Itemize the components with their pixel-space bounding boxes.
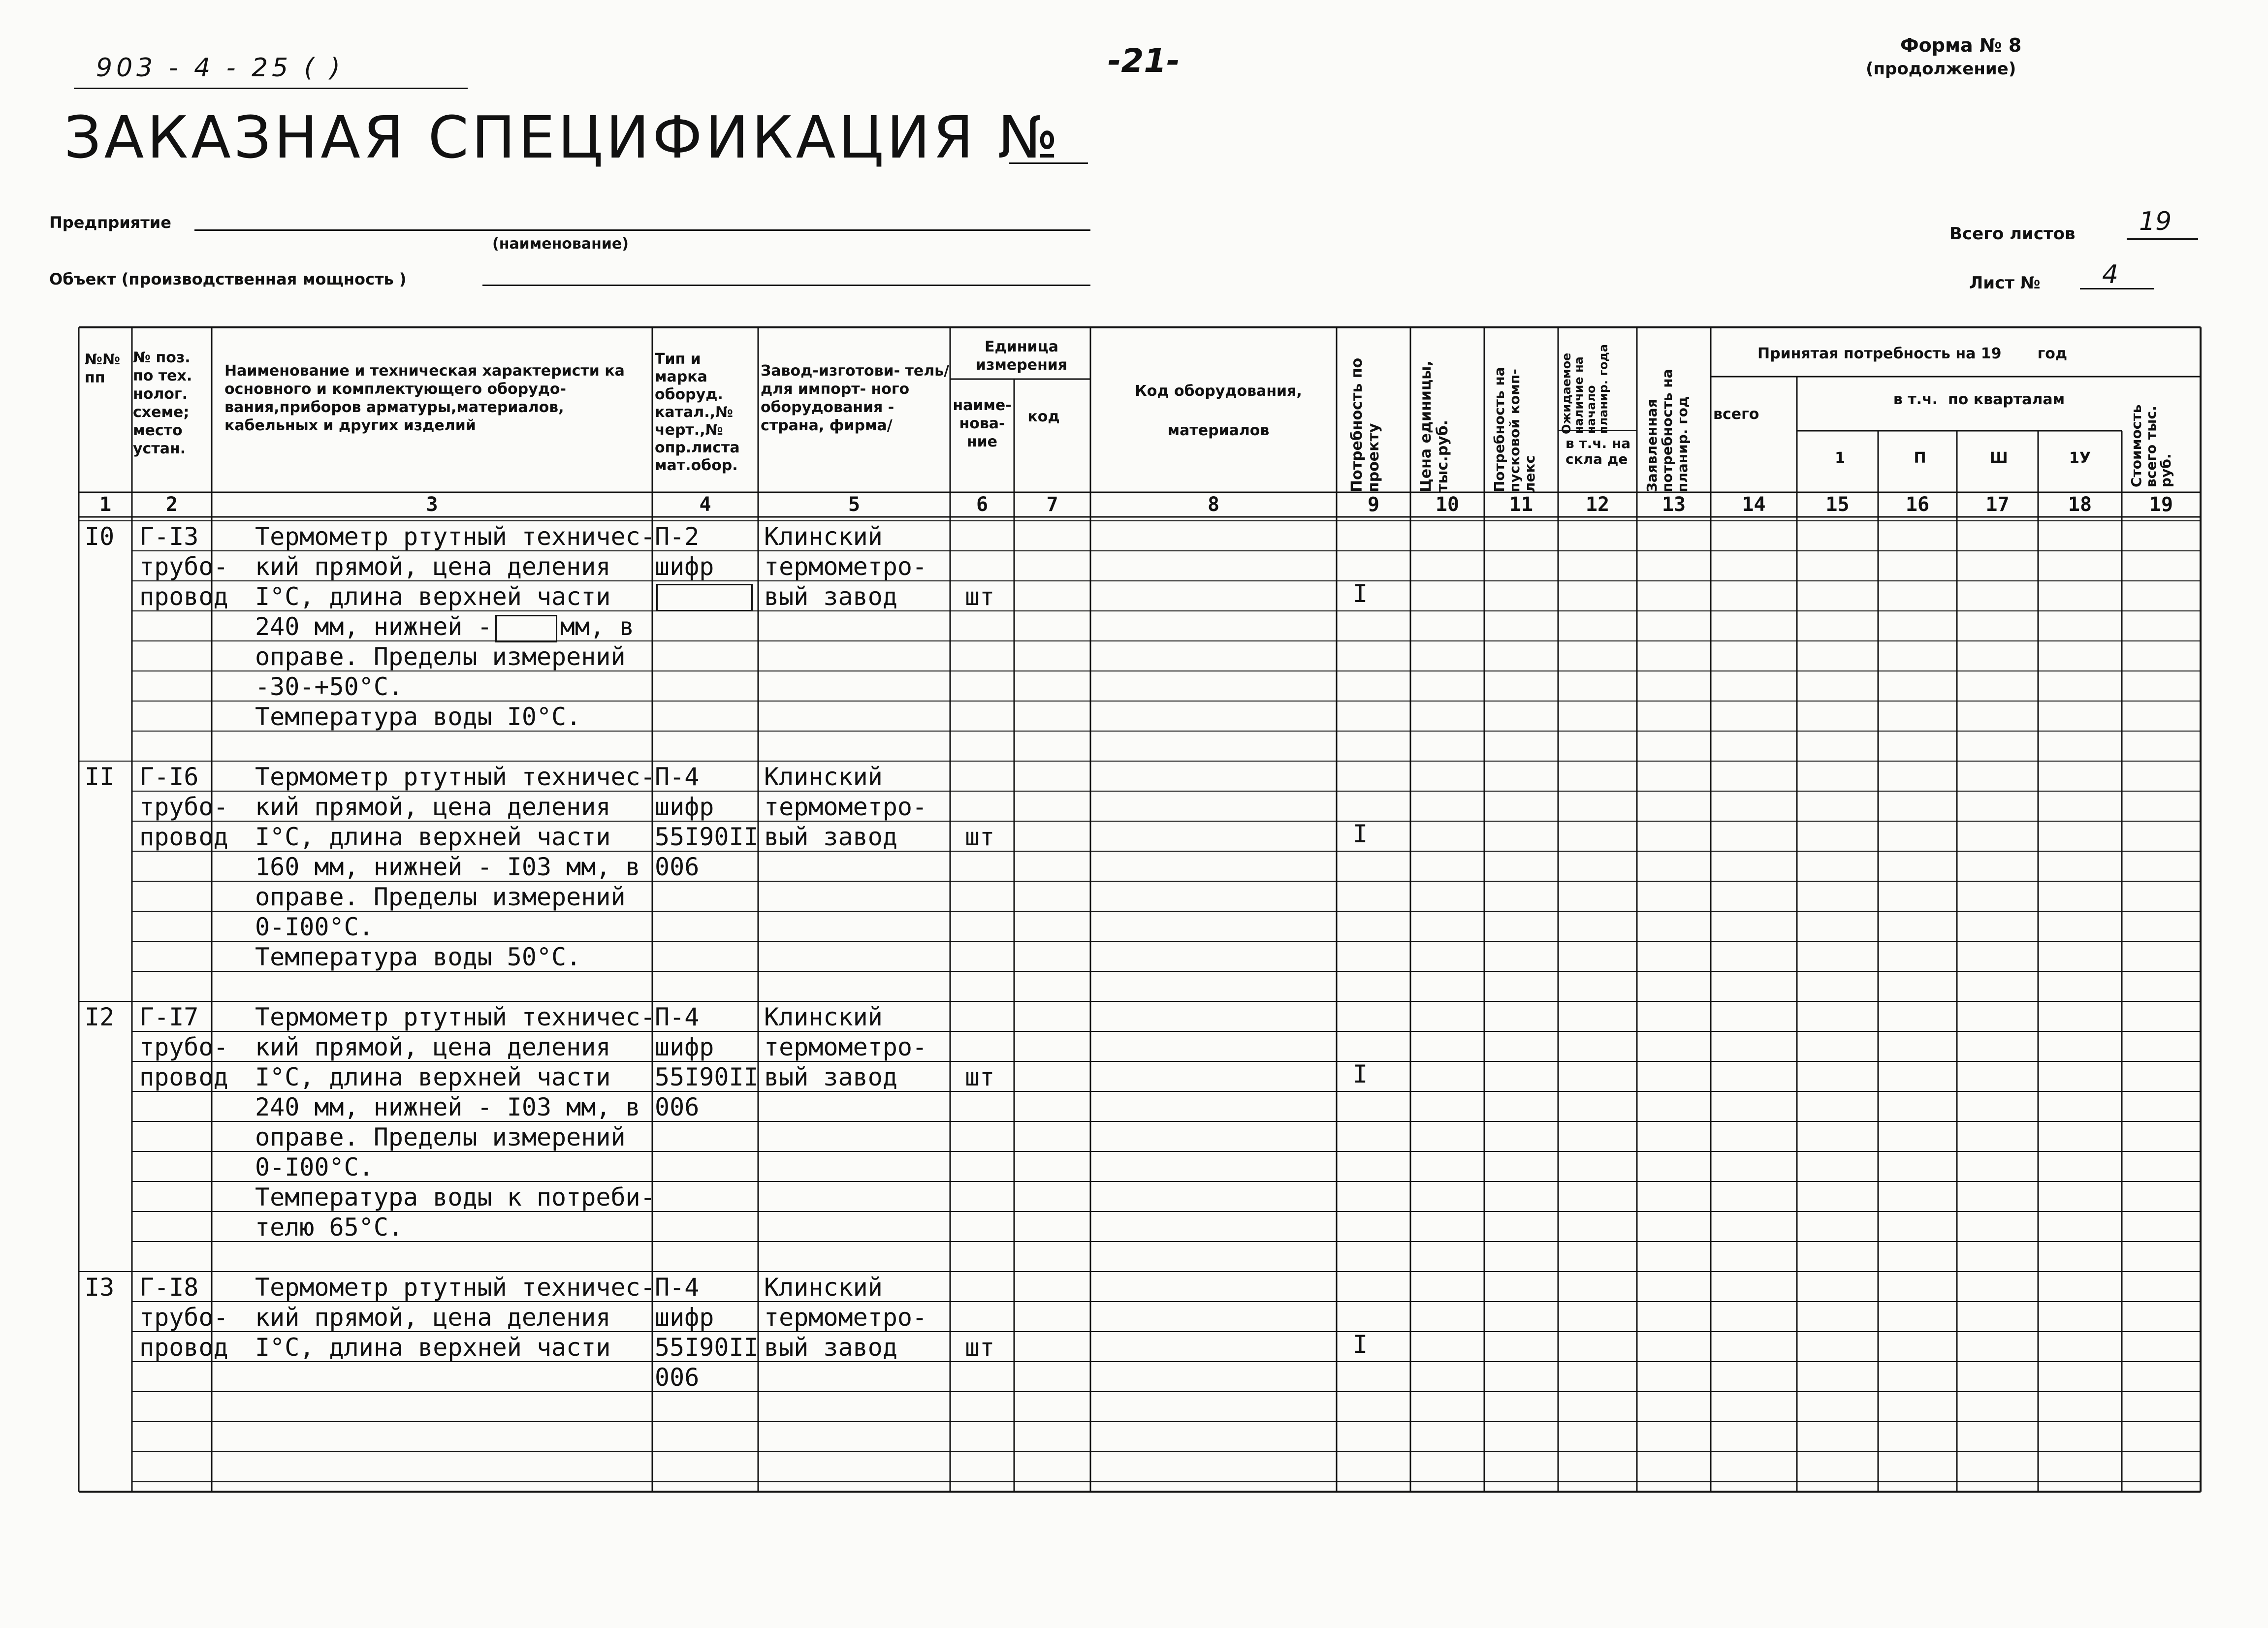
column-number: 4 — [699, 493, 711, 516]
description-line: Термометр ртутный техничес- — [255, 763, 655, 791]
header-q3: Ш — [1989, 449, 2008, 467]
unit-text: шт — [965, 1063, 995, 1091]
total-sheets-value: 19 — [2139, 207, 2172, 236]
plant-text: термометро- — [764, 1033, 927, 1061]
type-text: шифр — [655, 1033, 714, 1061]
plant-text: Клинский — [764, 1273, 883, 1302]
plant-text: Клинский — [764, 1003, 883, 1031]
plant-text: вый завод — [764, 1333, 897, 1362]
page-title: ЗАКАЗНАЯ СПЕЦИФИКАЦИЯ № — [64, 103, 1061, 171]
position-text: Г-I3 — [139, 522, 199, 551]
column-number: 8 — [1207, 493, 1220, 516]
form-continued: (продолжение) — [1866, 59, 2016, 79]
header-col-6-7: Единица измерения — [975, 338, 1068, 374]
header-col-13: Заявленная потребность на планир. год — [1644, 369, 1691, 492]
header-col-12a: Ожидаемое наличие на начало планир. года — [1560, 344, 1610, 434]
object-label: Объект (производственная мощность ) — [49, 270, 407, 288]
column-number: 17 — [1985, 493, 2010, 516]
type-text: 006 — [655, 853, 700, 881]
form-label: Форма № 8 — [1900, 34, 2022, 56]
description-line: Термометр ртутный техничес- — [255, 522, 655, 551]
blank-catalog-box[interactable] — [656, 584, 753, 611]
column-number: 1 — [99, 493, 112, 516]
column-number: 6 — [976, 493, 989, 516]
column-number: 9 — [1367, 493, 1380, 516]
header-col-6: наиме- нова- ние — [953, 397, 1012, 450]
header-quarters: в т.ч. по кварталам — [1893, 391, 2065, 408]
type-text: П-4 — [655, 1273, 700, 1302]
type-text: шифр — [655, 552, 714, 581]
position-text: трубо- — [139, 552, 228, 581]
type-text: П-4 — [655, 1003, 700, 1031]
page-marker: -21- — [1108, 42, 1180, 80]
type-text: 006 — [655, 1093, 700, 1121]
header-q4: 1У — [2069, 449, 2091, 467]
description-line: 0-I00°C. — [255, 913, 374, 941]
column-number: 13 — [1661, 493, 1686, 516]
description-line: 0-I00°C. — [255, 1153, 374, 1181]
item-number: I0 — [85, 522, 115, 551]
type-text: 55I90II — [655, 1333, 759, 1362]
description-line: -30-+50°C. — [255, 672, 404, 701]
description-line: Температура воды 50°C. — [255, 943, 581, 971]
column-number: 12 — [1585, 493, 1610, 516]
unit-text: шт — [965, 582, 995, 611]
plant-text: вый завод — [764, 1063, 897, 1091]
header-q1: 1 — [1835, 449, 1845, 467]
header-col-12b: в т.ч. на скла де — [1565, 435, 1631, 467]
description-line: 240 мм, нижней - мм, в — [255, 612, 634, 642]
total-sheets-label: Всего листов — [1949, 224, 2076, 244]
type-text: 006 — [655, 1363, 700, 1392]
quantity-text: I — [1353, 579, 1368, 608]
item-number: II — [85, 763, 115, 791]
header-col-4: Тип и марка оборуд. катал.,№ черт.,№ опр.листа мат.обор. — [655, 351, 740, 474]
header-col-3: Наименование и техническая характеристи ка основного и комплектующего оборудо- вания,приборов арматуры,материалов, кабельных и других изделий — [224, 362, 625, 434]
column-number: 5 — [848, 493, 861, 516]
description-line: оправе. Пределы измерений — [255, 642, 626, 671]
description-line: Термометр ртутный техничес- — [255, 1273, 655, 1302]
header-col-10: Цена единицы, тыс.руб. — [1417, 360, 1451, 492]
description-line: 160 мм, нижней - I03 мм, в — [255, 853, 640, 881]
blank-value-box[interactable] — [495, 615, 557, 642]
type-text: 55I90II — [655, 1063, 759, 1091]
type-text: шифр — [655, 793, 714, 821]
column-number: 10 — [1435, 493, 1460, 516]
description-line: 240 мм, нижней - I03 мм, в — [255, 1093, 640, 1121]
column-number: 15 — [1825, 493, 1850, 516]
header-col-5: Завод-изготови- тель/для импорт- ного оборудования - страна, фирма/ — [761, 362, 950, 434]
plant-text: термометро- — [764, 552, 927, 581]
column-number: 7 — [1046, 493, 1058, 516]
position-text: провод — [139, 823, 228, 851]
column-number: 19 — [2149, 493, 2173, 516]
type-text: П-4 — [655, 763, 700, 791]
quantity-text: I — [1353, 1330, 1368, 1359]
item-number: I3 — [85, 1273, 115, 1302]
name-caption: (наименование) — [492, 235, 629, 253]
position-text: Г-I6 — [139, 763, 199, 791]
position-text: трубо- — [139, 1033, 228, 1061]
plant-text: вый завод — [764, 582, 897, 611]
description-line: кий прямой, цена деления — [255, 1033, 611, 1061]
plant-text: термометро- — [764, 1303, 927, 1332]
description-line: I°C, длина верхней части — [255, 1063, 611, 1091]
description-line: Температура воды к потреби- — [255, 1183, 655, 1212]
column-number: 11 — [1509, 493, 1533, 516]
document-code: 903 - 4 - 25 ( ) — [96, 53, 344, 83]
plant-text: Клинский — [764, 522, 883, 551]
header-col-7: код — [1027, 408, 1060, 425]
column-number: 18 — [2068, 493, 2092, 516]
position-text: Г-I7 — [139, 1003, 199, 1031]
header-col-11: Потребность на пусковой комп- лекс — [1491, 367, 1538, 492]
header-col-1: №№ пп — [85, 351, 121, 386]
column-number: 3 — [426, 493, 438, 516]
quantity-text: I — [1353, 820, 1368, 848]
description-line: оправе. Пределы измерений — [255, 883, 626, 911]
description-line: I°C, длина верхней части — [255, 582, 611, 611]
description-line: Термометр ртутный техничес- — [255, 1003, 655, 1031]
plant-text: термометро- — [764, 793, 927, 821]
sheet-value: 4 — [2102, 260, 2119, 289]
column-number: 14 — [1742, 493, 1766, 516]
plant-text: Клинский — [764, 763, 883, 791]
position-text: Г-I8 — [139, 1273, 199, 1302]
plant-text: вый завод — [764, 823, 897, 851]
description-line: телю 65°C. — [255, 1213, 404, 1242]
enterprise-label: Предприятие — [49, 213, 171, 232]
unit-text: шт — [965, 1333, 995, 1362]
type-text: 55I90II — [655, 823, 759, 851]
header-col-2: № поз. по тех. нолог. схеме; место устан. — [133, 349, 192, 457]
position-text: провод — [139, 582, 228, 611]
header-accepted: Принятая потребность на 19 год — [1757, 345, 2068, 362]
description-line: кий прямой, цена деления — [255, 552, 611, 581]
unit-text: шт — [965, 823, 995, 851]
description-line: Температура воды I0°C. — [255, 702, 581, 731]
position-text: провод — [139, 1063, 228, 1091]
quantity-text: I — [1353, 1060, 1368, 1088]
type-text: шифр — [655, 1303, 714, 1332]
description-line: I°C, длина верхней части — [255, 823, 611, 851]
description-line: кий прямой, цена деления — [255, 1303, 611, 1332]
header-col-9: Потребность по проекту — [1348, 357, 1382, 492]
description-line: I°C, длина верхней части — [255, 1333, 611, 1362]
item-number: I2 — [85, 1003, 115, 1031]
column-number: 16 — [1905, 493, 1930, 516]
type-text: П-2 — [655, 522, 700, 551]
position-text: трубо- — [139, 793, 228, 821]
position-text: трубо- — [139, 1303, 228, 1332]
sheet-label: Лист № — [1969, 273, 2041, 293]
header-col-8: Код оборудования, материалов — [1135, 383, 1302, 439]
column-number: 2 — [165, 493, 178, 516]
position-text: провод — [139, 1333, 228, 1362]
description-line: оправе. Пределы измерений — [255, 1123, 626, 1151]
header-col-14: всего — [1713, 406, 1759, 423]
header-col-19: Стоимость всего тыс. руб. — [2128, 404, 2174, 487]
description-line: кий прямой, цена деления — [255, 793, 611, 821]
header-q2: П — [1914, 449, 1926, 467]
